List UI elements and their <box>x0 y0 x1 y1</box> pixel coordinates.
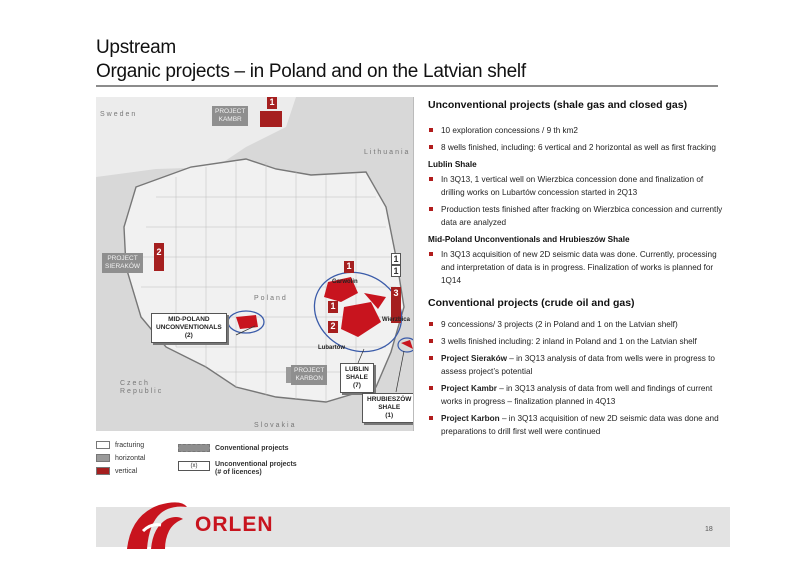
legend-fracturing: fracturing <box>96 441 144 449</box>
unconventional-bullet-2: 8 wells finished, including: 6 vertical and 2 horizontal as well as first fracking <box>428 141 728 154</box>
label-poland: Poland <box>254 295 288 302</box>
title-line-1: Upstream <box>96 37 176 58</box>
place-garwolin: Garwolin <box>332 279 358 285</box>
count-east-c: 3 <box>391 287 401 323</box>
title-divider <box>96 85 718 87</box>
legend-swatch-horizontal <box>96 454 110 462</box>
legend-swatch-conventional <box>178 444 210 452</box>
conventional-heading: Conventional projects (crude oil and gas) <box>428 297 635 309</box>
page-title <box>96 36 526 84</box>
midpoland-heading: Mid-Poland Unconventionals and Hrubieszów Shale <box>428 235 630 244</box>
orlen-logo-text: ORLEN <box>195 513 274 536</box>
legend-swatch-unconventional: (x) <box>178 461 210 471</box>
conventional-bullet-1: 9 concessions/ 3 projects (2 in Poland and 1 on the Latvian shelf) <box>428 318 728 331</box>
legend-swatch-fracturing <box>96 441 110 449</box>
count-lublin-b: 1 <box>328 301 338 313</box>
midpoland-label: MID-POLAND UNCONVENTIONALS (2) <box>151 313 227 343</box>
page-number: 18 <box>705 526 713 533</box>
orlen-eagle-icon <box>121 497 189 553</box>
project-sierakow-box: PROJECT SIERAKÓW <box>102 253 143 273</box>
footer-bar <box>96 507 730 547</box>
legend-swatch-vertical <box>96 467 110 475</box>
content-panel <box>428 97 728 442</box>
legend-unconventional: (x) Unconventional projects (# of licences) <box>178 461 297 477</box>
count-east-b: 1 <box>391 265 401 277</box>
lublin-heading: Lublin Shale <box>428 160 477 169</box>
label-slovakia: Slovakia <box>254 422 297 429</box>
poland-map <box>96 97 414 431</box>
hrubieszow-label: HRUBIESZÓW SHALE (1) <box>362 393 414 423</box>
place-wierzbica: Wierzbica <box>382 317 410 323</box>
project-karbon-bullet: Project Karbon – in 3Q13 acquisition of new 2D seismic data was done and preparations to drill first well were continued <box>428 412 728 438</box>
count-lublin-a: 1 <box>344 261 354 273</box>
count-east-a: 1 <box>391 253 401 265</box>
project-sierakow-bullet: Project Sieraków – in 3Q13 analysis of data from wells were in progress to assess project’s potential <box>428 352 728 378</box>
count-lublin-c: 2 <box>328 321 338 333</box>
label-lithuania: Lithuania <box>364 149 411 156</box>
lublin-bullet-1: In 3Q13, 1 vertical well on Wierzbica concession done and finalization of drilling works on Lubartów concession started in 2Q13 <box>428 173 728 199</box>
project-kambr-bullet: Project Kambr – in 3Q13 analysis of data from well and findings of current works in progress – finalization planned in 4Q13 <box>428 382 728 408</box>
count-sierakow: 2 <box>154 247 164 259</box>
count-kambr: 1 <box>267 97 277 109</box>
legend-vertical: vertical <box>96 467 137 475</box>
conventional-bullet-2: 3 wells finished including: 2 inland in Poland and 1 on the Latvian shelf <box>428 335 728 348</box>
lublin-label: LUBLIN SHALE (7) <box>340 363 374 393</box>
legend-horizontal: horizontal <box>96 454 145 462</box>
midpoland-bullet-1: In 3Q13 acquisition of new 2D seismic data was done. Currently, processing and interpretation of data is in progress. Finalization of works is planned for 1Q14 <box>428 248 728 287</box>
legend-conventional: Conventional projects <box>178 444 289 452</box>
unconventional-bullet-1: 10 exploration concessions / 9 th km2 <box>428 124 728 137</box>
title-line-2: Organic projects – in Poland and on the Latvian shelf <box>96 61 526 82</box>
label-sweden: Sweden <box>100 111 138 118</box>
project-kambr-box: PROJECT KAMBR <box>212 106 248 126</box>
project-karbon-box: PROJECT KARBON <box>291 365 327 385</box>
place-lubartow: Lubartów <box>318 345 345 351</box>
lublin-bullet-2: Production tests finished after fracking on Wierzbica concession and currently data are analyzed <box>428 203 728 229</box>
label-czech: Czech Republic <box>120 380 164 395</box>
unconventional-heading: Unconventional projects (shale gas and closed gas) <box>428 99 688 111</box>
